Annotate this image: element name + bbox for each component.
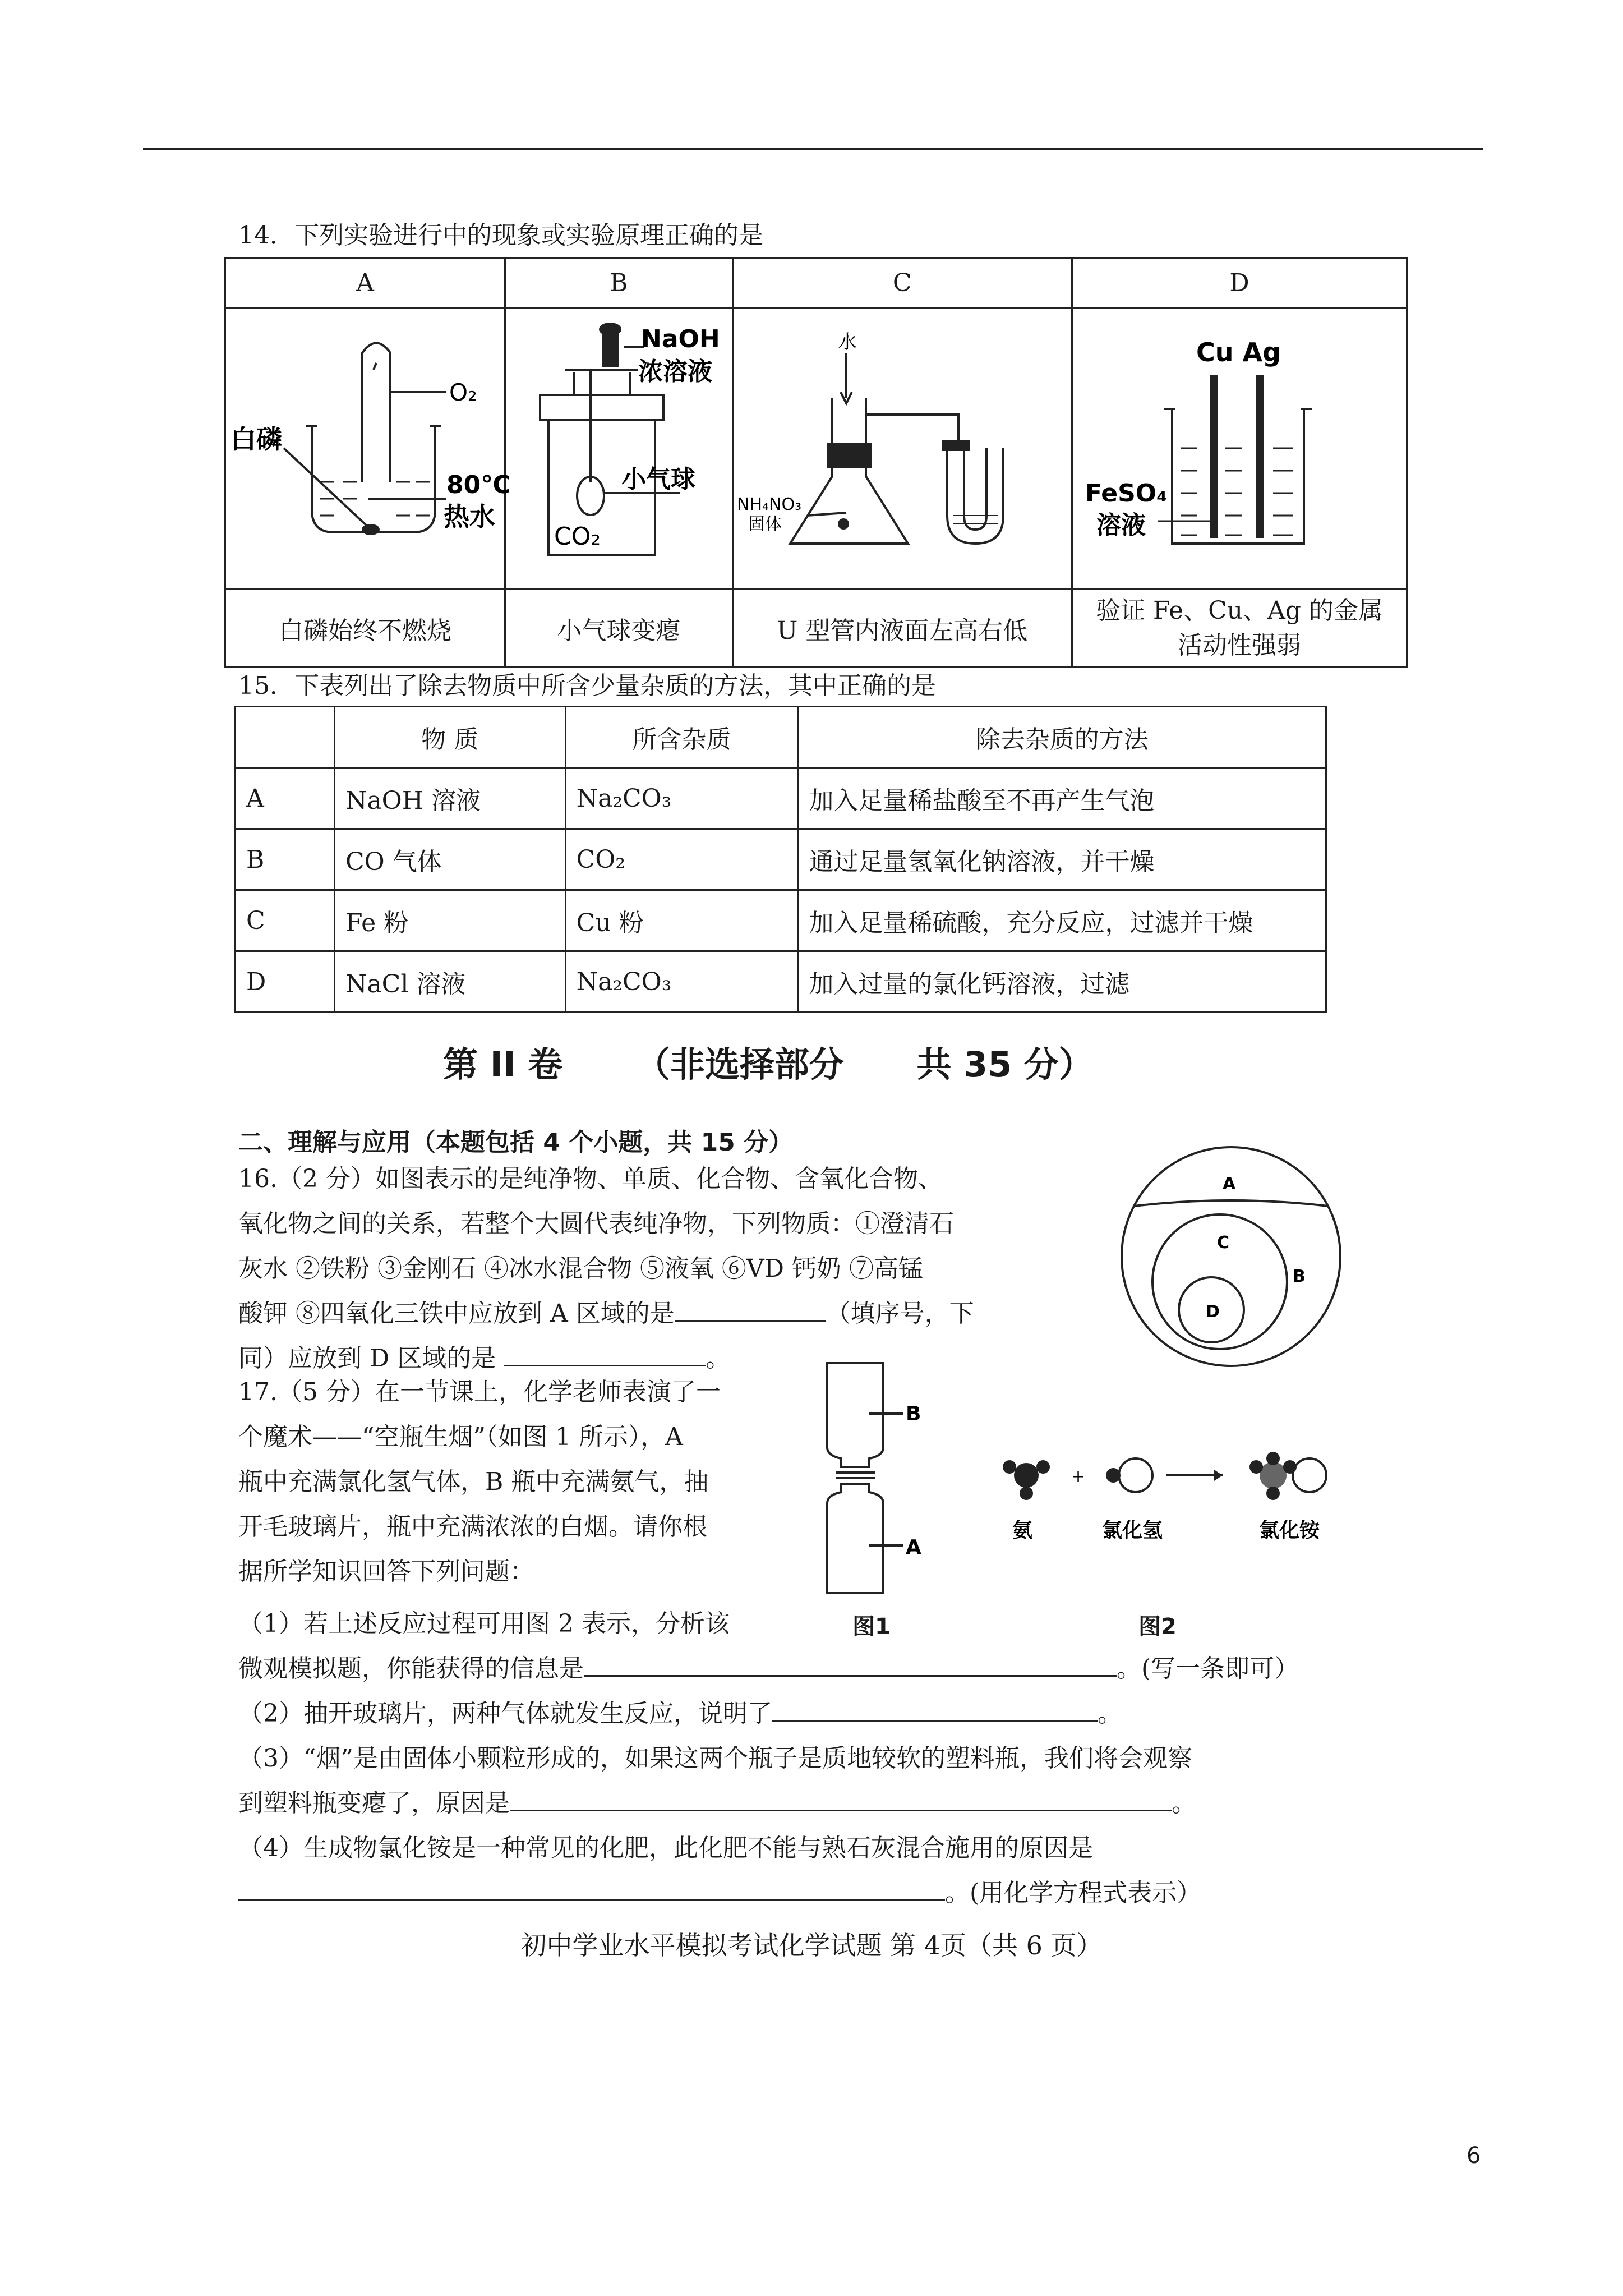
q15-header-impurity: 所含杂质 [565,707,798,768]
q14-caption-b: 小气球变瘪 [505,589,733,668]
q15-row-c-option: C [236,890,335,951]
figure-c-u-tube [734,314,1071,577]
q16-line5-part1: 同）应放到 D 区域的是 [238,1344,496,1373]
q17-line5: 据所学知识回答下列问题： [238,1557,534,1586]
q14-figure-c [732,309,1072,589]
q17-sub1-suffix: 。(写一条即可） [1117,1654,1299,1683]
q17-sub1-line1: （1）若上述反应过程可用图 2 表示，分析该 [238,1609,730,1638]
label-nh4no3: NH₄NO₃ [736,495,801,514]
q17-sub1-line2 [238,1646,1444,1691]
q14-caption-a: 白磷始终不燃烧 [225,589,505,668]
q17-sub4-line2 [238,1871,1444,1916]
fig2-caption: 图2 [1138,1614,1177,1640]
q14-figure-b [505,309,733,589]
q17-intro [238,1370,810,1594]
q16-line4 [238,1291,1091,1336]
q17-answer-blank-4[interactable] [238,1875,945,1901]
q14-header-b: B [505,258,733,309]
q15-row-d-method: 加入过量的氯化钙溶液，过滤 [798,951,1326,1013]
q14-header-c: C [732,258,1072,309]
q14-figure-d [1072,309,1407,589]
top-rule [143,148,1483,150]
q14-caption-c: U 型管内液面左高右低 [732,589,1072,668]
q14-stem: 14．下列实验进行中的现象或实验原理正确的是 [238,221,763,250]
q17-answer-blank-2[interactable] [772,1695,1098,1722]
q14-header-d: D [1072,258,1407,309]
q17-sub2 [238,1691,1444,1736]
q14-caption-d: 验证 Fe、Cu、Ag 的金属活动性强弱 [1072,589,1407,668]
table-row [236,768,1326,829]
q15-row-a-method: 加入足量稀盐酸至不再产生气泡 [798,768,1326,829]
q16-line4-part2: （填序号，下 [826,1299,974,1328]
q17-sub4-line1: （4）生成物氯化铵是一种常见的化肥，此化肥不能与熟石灰混合施用的原因是 [238,1834,1093,1862]
q14-table [224,257,1408,668]
part2-heading: 二、理解与应用（本题包括 4 个小题，共 15 分） [238,1128,794,1157]
bottle-label-a: A [906,1536,921,1559]
q16-line3: 灰水 ②铁粉 ③金刚石 ④冰水混合物 ⑤液氧 ⑥VD 钙奶 ⑦高锰 [238,1254,923,1283]
q17-sub3-prefix: 到塑料瓶变瘪了，原因是 [238,1789,510,1818]
circle-label-b: B [1293,1267,1306,1286]
q15-row-a-impurity: Na₂CO₃ [565,768,798,829]
table-row [236,829,1326,890]
q17-sub2-suffix: 。 [1098,1699,1122,1728]
q17-figure2-molecules [987,1436,1380,1559]
q15-stem: 15．下表列出了除去物质中所含少量杂质的方法，其中正确的是 [238,671,936,700]
q17-subquestions [238,1602,1444,1916]
table-row [236,890,1326,951]
q17-line3: 瓶中充满氯化氢气体，B 瓶中充满氨气，抽 [238,1467,709,1496]
q15-row-b-impurity: CO₂ [565,829,798,890]
section-title: 第 II 卷 [443,1044,563,1085]
label-o2: O₂ [449,379,477,406]
table-row [236,951,1326,1013]
label-water: 水 [837,331,857,353]
label-naoh: NaOH [641,325,720,353]
molecule-label-ammonia: 氨 [1012,1519,1033,1542]
figure-a-white-phosphorus [228,314,511,577]
section-heading [443,1037,1094,1087]
q14-header-a: A [225,258,505,309]
q16-line5-part2: 。 [706,1344,731,1373]
q17-line2: 个魔术——“空瓶生烟”（如图 1 所示），A [238,1423,683,1451]
bottle-label-b: B [906,1402,921,1425]
q15-row-d-option: D [236,951,335,1013]
q16-text [238,1157,1091,1381]
q15-row-c-substance: Fe 粉 [334,890,565,951]
q14-figure-a [225,309,511,589]
figure-d-metal-activity [1074,314,1405,577]
q17-sub2-prefix: （2）抽开玻璃片，两种气体就发生反应，说明了 [238,1699,772,1728]
q17-line1: 17.（5 分）在一节课上，化学老师表演了一 [238,1378,721,1406]
circle-label-d: D [1206,1302,1220,1322]
molecule-label-hcl: 氯化氢 [1102,1519,1163,1542]
label-cu-ag: Cu Ag [1196,337,1281,367]
circle-label-a: A [1223,1174,1236,1194]
page-footer: 初中学业水平模拟考试化学试题 第 4页（共 6 页） [520,1930,1103,1961]
q16-answer-blank-d[interactable] [504,1340,706,1366]
q17-sub3-suffix: 。 [1172,1789,1196,1818]
plus-sign: + [1071,1467,1086,1487]
q17-figure1-bottles [819,1358,965,1604]
label-small-balloon: 小气球 [621,465,696,494]
q17-sub4-suffix: 。(用化学方程式表示） [945,1879,1202,1907]
q15-row-a-substance: NaOH 溶液 [334,768,565,829]
q15-header-substance: 物 质 [334,707,565,768]
label-white-phosphorus: 白磷 [230,424,282,454]
q15-row-b-substance: CO 气体 [334,829,565,890]
molecule-label-nh4cl: 氯化铵 [1259,1519,1320,1542]
q16-line2: 氧化物之间的关系，若整个大圆代表纯净物，下列物质：①澄清石 [238,1209,954,1238]
q15-row-d-substance: NaCl 溶液 [334,951,565,1013]
q16-line1: 16.（2 分）如图表示的是纯净物、单质、化合物、含氧化合物、 [238,1165,943,1193]
q15-row-d-impurity: Na₂CO₃ [565,951,798,1013]
q15-row-b-option: B [236,829,335,890]
q15-row-c-impurity: Cu 粉 [565,890,798,951]
q17-sub3-line1: （3）“烟”是由固体小颗粒形成的，如果这两个瓶子是质地较软的塑料瓶，我们将会观察 [238,1744,1192,1773]
q16-circle-diagram [1099,1139,1363,1374]
circle-label-c: C [1217,1233,1230,1253]
q17-sub1-prefix: 微观模拟题，你能获得的信息是 [238,1654,584,1683]
q16-line4-part1: 酸钾 ⑧四氧化三铁中应放到 A 区域的是 [238,1299,675,1328]
q15-row-b-method: 通过足量氢氧化钠溶液，并干燥 [798,829,1326,890]
page-number: 6 [1467,2143,1481,2169]
q17-answer-blank-3[interactable] [510,1785,1172,1811]
ammonium-chloride-molecule [1249,1452,1326,1500]
q15-row-c-method: 加入足量稀硫酸，充分反应，过滤并干燥 [798,890,1326,951]
label-feso4: FeSO₄ [1085,479,1168,508]
q16-answer-blank-a[interactable] [675,1295,826,1322]
label-solid: 固体 [748,514,782,534]
section-subtitle: （非选择部分 [635,1044,844,1085]
q15-table [234,706,1327,1013]
label-solution: 溶液 [1096,511,1146,540]
ammonia-molecule [1003,1460,1050,1500]
q15-header-option [236,707,335,768]
q15-row-a-option: A [236,768,335,829]
hydrogen-chloride-molecule [1106,1458,1152,1492]
q17-answer-blank-1[interactable] [584,1650,1117,1677]
label-80c: 80℃ [446,471,511,499]
q15-header-method: 除去杂质的方法 [798,707,1326,768]
q17-line4: 开毛玻璃片，瓶中充满浓浓的白烟。请你根 [238,1512,707,1541]
reaction-arrow-icon [1166,1470,1223,1481]
fig1-caption: 图1 [852,1614,891,1640]
figure-b-co2-balloon [506,314,731,577]
label-hot-water: 热水 [444,501,495,532]
label-co2: CO₂ [554,522,601,551]
q17-sub3-line2 [238,1781,1444,1826]
section-score: 共 35 分） [916,1044,1094,1085]
label-concentrated-solution: 浓溶液 [638,357,713,386]
